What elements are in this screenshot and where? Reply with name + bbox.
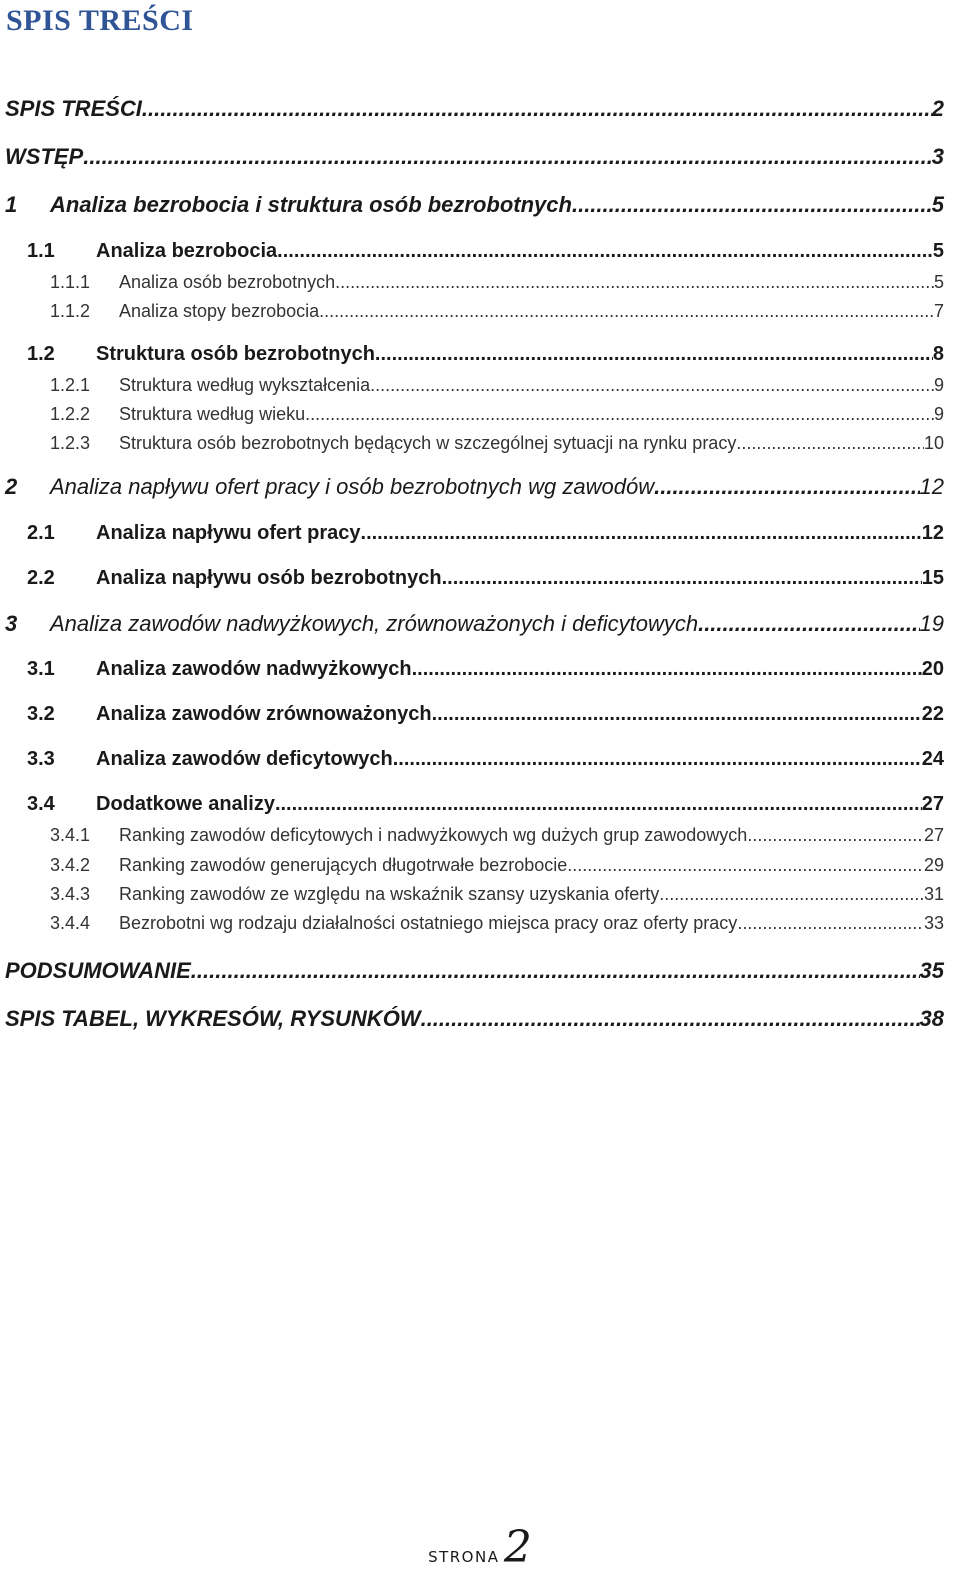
- toc-entry-section-3-4[interactable]: [27, 793, 944, 816]
- toc-leader-dots: [275, 793, 922, 816]
- toc-entry-label: Ranking zawodów ze względu na wskaźnik szansy uzyskania oferty: [119, 884, 660, 904]
- toc-entry-label: Analiza bezrobocia i struktura osób bezrobotnych: [50, 192, 572, 217]
- toc-entry-page: 31: [923, 884, 944, 904]
- toc-leader-dots: [361, 522, 922, 545]
- toc-entry-page: 15: [921, 567, 944, 589]
- toc-entry-page: 22: [921, 703, 944, 725]
- toc-entry-label: Analiza bezrobocia: [96, 240, 278, 262]
- toc-leader-dots: [747, 825, 924, 846]
- toc-entry-label: WSTĘP: [5, 144, 84, 169]
- toc-entry-label: Analiza stopy bezrobocia: [119, 301, 320, 321]
- toc-entry-section-3-1[interactable]: [27, 658, 944, 681]
- toc-entry-number: 2.1: [27, 522, 55, 544]
- toc-entry-number: 1.1: [27, 240, 55, 262]
- toc-entry-subsection-1-1-2[interactable]: [50, 301, 944, 322]
- toc-leader-dots: [432, 703, 922, 726]
- toc-entry-page: 5: [932, 240, 944, 262]
- toc-entry-page: 9: [933, 404, 944, 424]
- toc-leader-dots: [567, 855, 924, 876]
- toc-entry-page: 33: [923, 913, 944, 933]
- footer-page-word: STRONA: [428, 1548, 500, 1566]
- toc-entry-label: SPIS TREŚCI: [5, 96, 142, 121]
- toc-entry-page: 27: [923, 825, 944, 845]
- toc-entry-number: 1.1.2: [50, 301, 91, 321]
- toc-entry-subsection-1-2-3[interactable]: [50, 433, 944, 454]
- toc-entry-number: 2: [5, 474, 18, 499]
- toc-entry-section-2-2[interactable]: [27, 567, 944, 590]
- toc-entry-subsection-1-2-1[interactable]: [50, 375, 944, 396]
- toc-entry-page: 5: [931, 192, 944, 217]
- toc-entry-subsection-3-4-3[interactable]: [50, 884, 944, 905]
- toc-entry-number: 1.2: [27, 343, 55, 365]
- toc-entry-label: Struktura osób bezrobotnych będących w szczególnej sytuacji na rynku pracy: [119, 433, 737, 453]
- toc-leader-dots: [572, 192, 932, 218]
- toc-entry-label: Analiza zawodów zrównoważonych: [96, 703, 432, 725]
- page-title: SPIS TREŚCI: [6, 4, 194, 37]
- toc-entry-section-3-2[interactable]: [27, 703, 944, 726]
- toc-entry-page: 7: [933, 301, 944, 321]
- toc-entry-subsection-1-2-2[interactable]: [50, 404, 944, 425]
- toc-leader-dots: [142, 96, 932, 122]
- toc-leader-dots: [412, 658, 922, 681]
- toc-entry-section-3-3[interactable]: [27, 748, 944, 771]
- toc-entry-number: 3.1: [27, 658, 55, 680]
- toc-entry-chapter-3[interactable]: [5, 611, 944, 637]
- toc-entry-page: 10: [923, 433, 944, 453]
- toc-entry-label: PODSUMOWANIE: [5, 958, 191, 983]
- toc-entry-number: 3.4.2: [50, 855, 91, 875]
- toc-entry-page: 12: [919, 474, 944, 499]
- toc-leader-dots: [393, 748, 922, 771]
- toc-entry-page: 3: [931, 144, 944, 169]
- toc-leader-dots: [277, 240, 933, 263]
- toc-leader-dots: [421, 1006, 920, 1032]
- toc-entry-label: Struktura osób bezrobotnych: [96, 343, 375, 365]
- toc-leader-dots: [335, 272, 934, 293]
- toc-entry-label: Analiza zawodów nadwyżkowych: [96, 658, 412, 680]
- toc-entry-number: 1: [5, 192, 18, 217]
- toc-entry-number: 3.2: [27, 703, 55, 725]
- toc-entry-subsection-3-4-2[interactable]: [50, 855, 944, 876]
- toc-leader-dots: [698, 611, 919, 637]
- toc-entry-number: 3.4: [27, 793, 55, 815]
- toc-leader-dots: [442, 567, 922, 590]
- toc-entry-page: 27: [921, 793, 944, 815]
- page-footer: [0, 1522, 960, 1573]
- toc-entry-label: Analiza napływu ofert pracy: [96, 522, 361, 544]
- toc-leader-dots: [375, 343, 933, 366]
- toc-entry-page: 19: [919, 611, 944, 636]
- toc-entry-label: Ranking zawodów deficytowych i nadwyżkowych wg dużych grup zawodowych: [119, 825, 748, 845]
- toc-entry-label: Bezrobotni wg rodzaju działalności ostatniego miejsca pracy oraz oferty pracy: [119, 913, 738, 933]
- toc-entry-spis-tabel[interactable]: [5, 1006, 944, 1032]
- toc-leader-dots: [370, 375, 934, 396]
- toc-entry-page: 5: [933, 272, 944, 292]
- toc-entry-page: 9: [933, 375, 944, 395]
- toc-entry-number: 3.4.4: [50, 913, 91, 933]
- toc-leader-dots: [736, 433, 924, 454]
- toc-entry-number: 3: [5, 611, 18, 636]
- toc-entry-label: Analiza zawodów deficytowych: [96, 748, 393, 770]
- toc-entry-section-1-1[interactable]: [27, 240, 944, 263]
- toc-leader-dots: [659, 884, 924, 905]
- toc-entry-number: 3.4.3: [50, 884, 91, 904]
- toc-entry-number: 1.2.3: [50, 433, 91, 453]
- toc-entry-number: 1.1.1: [50, 272, 91, 292]
- toc-entry-page: 38: [919, 1006, 944, 1031]
- toc-entry-page: 35: [919, 958, 944, 983]
- toc-entry-label: Struktura według wykształcenia: [119, 375, 371, 395]
- toc-entry-label: Analiza napływu osób bezrobotnych: [96, 567, 442, 589]
- toc-entry-page: 8: [932, 343, 944, 365]
- toc-entry-label: Analiza zawodów nadwyżkowych, zrównoważonych i deficytowych: [50, 611, 699, 636]
- toc-entry-subsection-1-1-1[interactable]: [50, 272, 944, 293]
- toc-entry-section-1-2[interactable]: [27, 343, 944, 366]
- toc-entry-label: Ranking zawodów generujących długotrwałe bezrobocie: [119, 855, 568, 875]
- toc-entry-page: 20: [921, 658, 944, 680]
- toc-entry-page: 24: [921, 748, 944, 770]
- toc-leader-dots: [83, 144, 932, 170]
- toc-leader-dots: [654, 474, 919, 500]
- toc-leader-dots: [319, 301, 934, 322]
- toc-entry-label: SPIS TABEL, WYKRESÓW, RYSUNKÓW: [5, 1006, 421, 1031]
- toc-entry-label: Analiza napływu ofert pracy i osób bezrobotnych wg zawodów: [50, 474, 655, 499]
- toc-entry-chapter-1[interactable]: [5, 192, 944, 218]
- toc-entry-subsection-3-4-4[interactable]: [50, 913, 944, 934]
- toc-entry-podsumowanie[interactable]: [5, 958, 944, 984]
- toc-entry-section-2-1[interactable]: [27, 522, 944, 545]
- toc-entry-number: 2.2: [27, 567, 55, 589]
- toc-entry-page: 2: [931, 96, 944, 121]
- toc-entry-label: Dodatkowe analizy: [96, 793, 275, 815]
- toc-leader-dots: [305, 404, 934, 425]
- toc-entry-number: 3.3: [27, 748, 55, 770]
- toc-leader-dots: [191, 958, 920, 984]
- toc-entry-number: 1.2.1: [50, 375, 91, 395]
- toc-entry-wstep[interactable]: [5, 144, 944, 170]
- toc-entry-page: 29: [923, 855, 944, 875]
- toc-entry-page: 12: [921, 522, 944, 544]
- toc-entry-spis-tresci[interactable]: [5, 96, 944, 122]
- toc-entry-label: Struktura według wieku: [119, 404, 306, 424]
- toc-leader-dots: [737, 913, 924, 934]
- footer-page-number: 2: [503, 1522, 532, 1573]
- toc-entry-label: Analiza osób bezrobotnych: [119, 272, 336, 292]
- toc-entry-number: 1.2.2: [50, 404, 91, 424]
- toc-entry-number: 3.4.1: [50, 825, 91, 845]
- toc-entry-subsection-3-4-1[interactable]: [50, 825, 944, 846]
- toc-entry-chapter-2[interactable]: [5, 474, 944, 500]
